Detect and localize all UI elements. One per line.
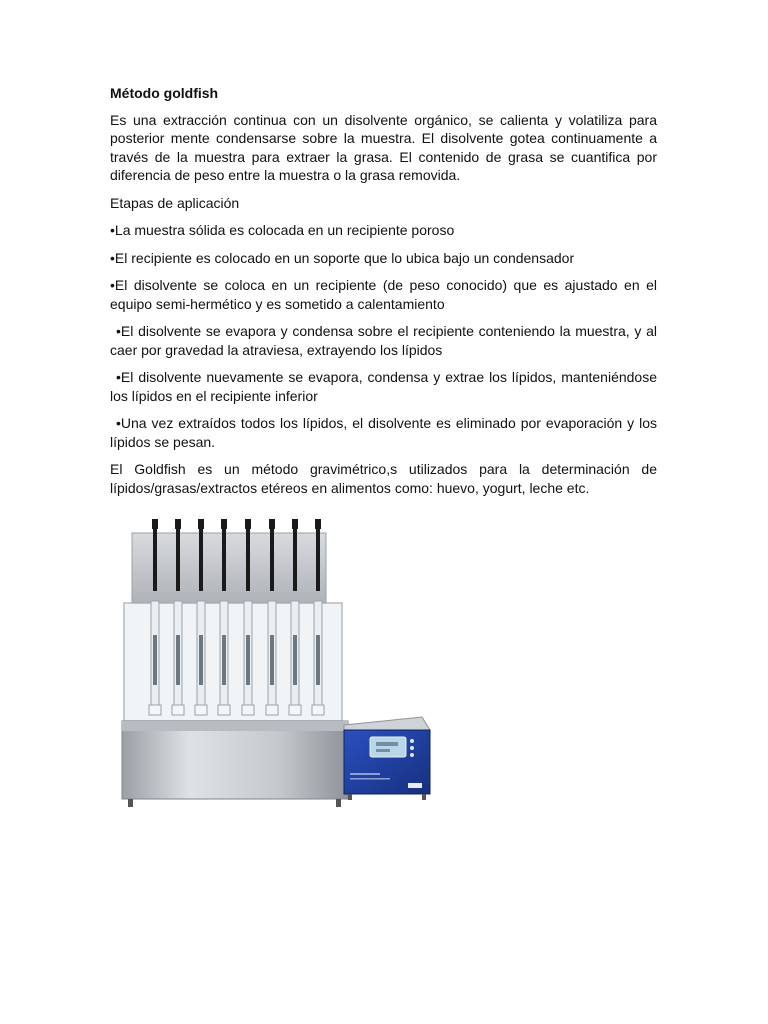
stage-item-4: •El disolvente se evapora y condensa sobre el recipiente conteniendo la muestra, y al caer por gravedad la atraviesa, extrayendo los lípidos	[110, 323, 657, 358]
stage-item-2: •El recipiente es colocado en un soporte que lo ubica bajo un condensador	[110, 249, 575, 266]
stage-item-1: •La muestra sólida es colocada en un recipiente poroso	[110, 222, 455, 238]
stage-item-3: •El disolvente se coloca en un recipiente (de peso conocido) que es ajustado en el equipo semi-hermético y es sometido a calentamiento	[110, 277, 657, 312]
intro-paragraph: Es una extracción continua con un disolvente orgánico, se calienta y volatiliza para posterior mente condensarse sobre la muestra. El disolvente gotea continuamente a través de la muestra para extraer la grasa. El contenido de grasa se cuantifica por diferencia de peso entre la muestra o la grasa removida.	[110, 111, 657, 183]
apparatus-illustration	[118, 515, 438, 810]
control-screen	[370, 737, 406, 757]
control-unit	[344, 717, 430, 800]
stage-item-5: •El disolvente nuevamente se evapora, condensa y extrae los lípidos, manteniéndose los lípidos en el recipiente inferior	[110, 369, 657, 404]
document-title: Método goldfish	[110, 85, 219, 101]
stages-heading: Etapas de aplicación	[110, 194, 240, 211]
apparatus-figure	[118, 515, 438, 810]
document-body	[110, 84, 657, 506]
stage-item-6: •Una vez extraídos todos los lípidos, el disolvente es eliminado por evaporación y los lípidos se pesan.	[110, 415, 657, 450]
steel-base	[122, 721, 348, 799]
closing-paragraph: El Goldfish es un método gravimétrico,s utilizados para la determinación de lípidos/grasas/extractos etéreos en alimentos como: huevo, yogurt, leche etc.	[110, 461, 657, 496]
